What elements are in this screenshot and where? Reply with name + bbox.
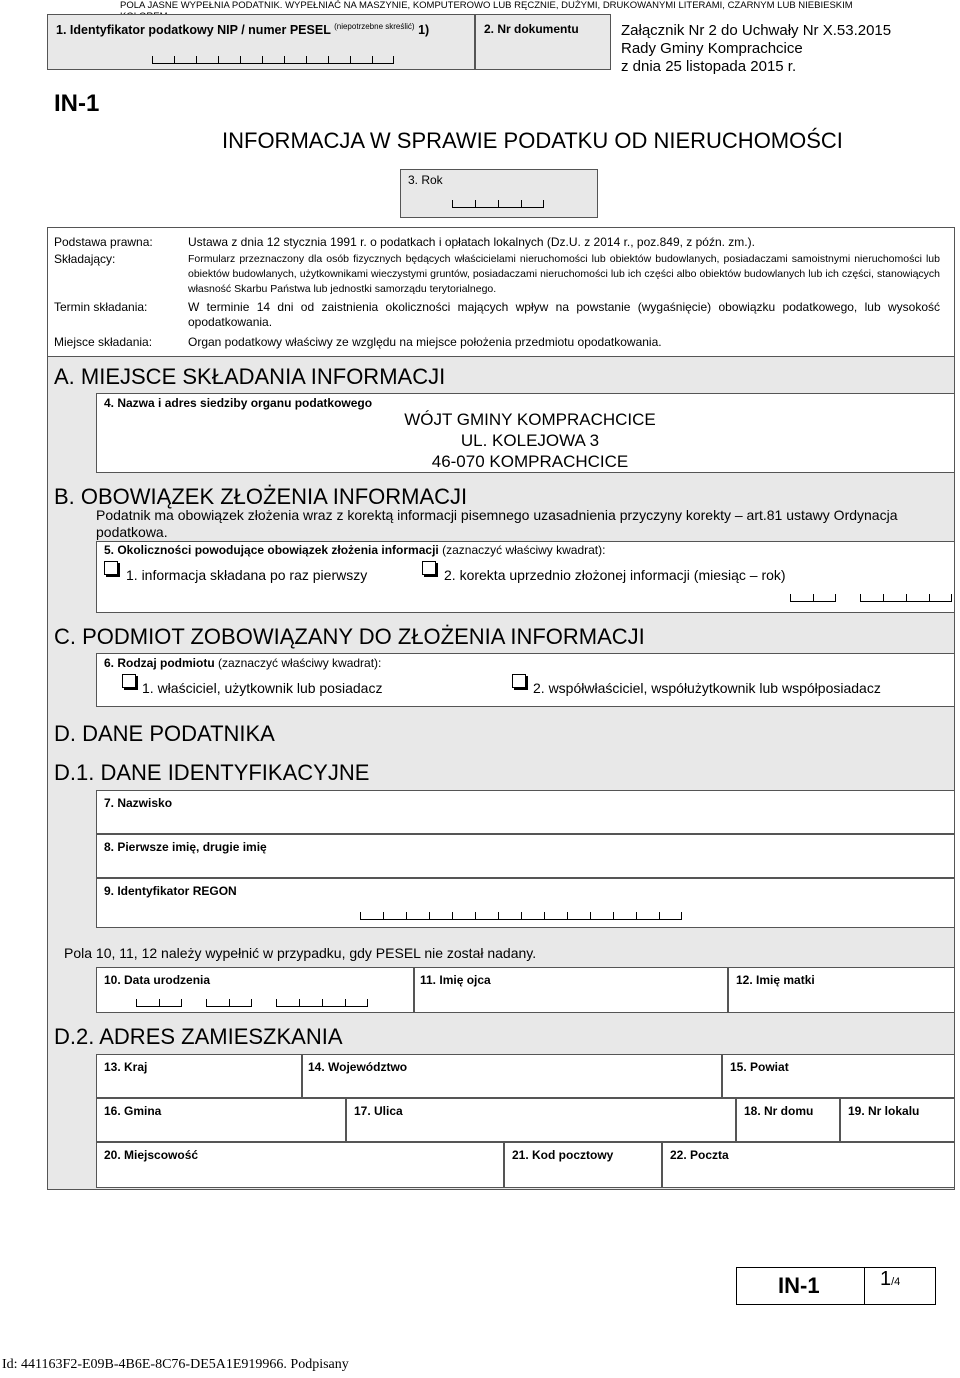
attachment-line-2: Rady Gminy Komprachcice [621, 40, 803, 57]
regon-input[interactable] [360, 912, 682, 920]
footer-form-code: IN-1 [778, 1273, 820, 1298]
attachment-note [621, 22, 891, 76]
field-1-label [56, 22, 429, 37]
field-7-box[interactable] [96, 790, 955, 834]
birth-day-input[interactable] [136, 999, 182, 1007]
field-13-label: 13. Kraj [104, 1060, 148, 1074]
org-line-1: WÓJT GMINY KOMPRACHCICE [404, 410, 656, 429]
field-4-label: 4. Nazwa i adres siedziby organu podatkowego [104, 396, 373, 410]
pesel-note: Pola 10, 11, 12 należy wypełnić w przypadku, gdy PESEL nie został nadany. [64, 945, 537, 961]
section-d2-title: D.2. ADRES ZAMIESZKANIA [54, 1024, 343, 1049]
field-6-label-text: 6. Rodzaj podmiotu [104, 656, 215, 670]
field-3-label: 3. Rok [408, 173, 443, 187]
section-c-title: C. PODMIOT ZOBOWIĄZANY DO ZŁOŻENIA INFORMACJI [54, 624, 645, 649]
footer-divider [864, 1267, 865, 1305]
form-title: INFORMACJA W SPRAWIE PODATKU OD NIERUCHOMOŚCI [222, 128, 843, 153]
place-text: Organ podatkowy właściwy ze względu na miejsce położenia przedmiotu opodatkowania. [188, 335, 662, 349]
field-6-hint: (zaznaczyć właściwy kwadrat): [218, 656, 382, 670]
field-16-label: 16. Gmina [104, 1104, 162, 1118]
field-9-label: 9. Identyfikator REGON [104, 884, 237, 898]
form-code: IN-1 [54, 90, 100, 117]
section-d-title: D. DANE PODATNIKA [54, 721, 275, 746]
field-5-label-text: 5. Okoliczności powodujące obowiązek złożenia informacji [104, 543, 439, 557]
field-19-label: 19. Nr lokalu [848, 1104, 920, 1118]
section-b-title: B. OBOWIĄZEK ZŁOŻENIA INFORMACJI [54, 484, 468, 509]
field-15-label: 15. Powiat [730, 1060, 789, 1074]
deadline-text: W terminie 14 dni od zaistnienia okoliczności mających wpływ na powstanie (wygaśnięcie) obowiązku podatkowego, lub wysokość opodatkowania. [188, 300, 940, 329]
section-b-text: Podatnik ma obowiązek złożenia wraz z korektą informacji pisemnego uzasadnienia przyczyny korekty – art.81 ustawy Ordynacja podatkowa. [96, 507, 898, 540]
field-22-label: 22. Poczta [670, 1148, 729, 1162]
basis-label: Podstawa prawna: [54, 235, 153, 249]
birth-month-input[interactable] [206, 999, 252, 1007]
field-5-label [104, 543, 605, 557]
document-id: Id: 441163F2-E09B-4B6E-8C76-DE5A1E919966. Podpisany [2, 1357, 349, 1372]
field-1-ref: 1) [418, 23, 430, 38]
field-1-note: (niepotrzebne skreślić) [334, 22, 415, 31]
checkbox-owner[interactable] [122, 674, 136, 688]
tax-office-address [300, 409, 760, 472]
basis-text: Ustawa z dnia 12 stycznia 1991 r. o podatkach i opłatach lokalnych (Dz.U. z 2014 r., poz.849, z późn. zm.). [188, 235, 755, 249]
footer-page-number [880, 1268, 900, 1291]
field-18-label: 18. Nr domu [744, 1104, 814, 1118]
field-14-label: 14. Województwo [308, 1060, 408, 1074]
field-5-hint: (zaznaczyć właściwy kwadrat): [442, 543, 606, 557]
field-17-box[interactable] [346, 1098, 736, 1142]
birth-year-input[interactable] [276, 999, 368, 1007]
nip-pesel-input[interactable] [152, 56, 394, 64]
field-11-label: 11. Imię ojca [420, 973, 491, 987]
footer-page-current: 1 [880, 1268, 892, 1290]
footer-page-total: /4 [891, 1276, 901, 1288]
filer-label: Składający: [54, 252, 116, 266]
org-line-2: UL. KOLEJOWA 3 [460, 431, 600, 450]
field-6-label [104, 656, 381, 670]
option-first-filing: 1. informacja składana po raz pierwszy [126, 567, 368, 583]
field-12-label: 12. Imię matki [736, 973, 815, 987]
correction-year-input[interactable] [860, 594, 952, 602]
field-1-label-text: 1. Identyfikator podatkowy NIP / numer PESEL [56, 23, 331, 38]
section-a-title: A. MIEJSCE SKŁADANIA INFORMACJI [54, 364, 446, 389]
top-note: POLA JASNE WYPEŁNIA PODATNIK. WYPEŁNIAĆ NA MASZYNIE, KOMPUTEROWO LUB RĘCZNIE, DUŻYMI, DRUKOWANYMI LITERAMI, CZARNYM LUB NIEBIESKIM [120, 0, 853, 11]
place-label: Miejsce składania: [54, 335, 153, 349]
option-correction: 2. korekta uprzednio złożonej informacji (miesiąc – rok) [444, 567, 786, 583]
field-17-label: 17. Ulica [354, 1104, 403, 1118]
option-owner: 1. właściciel, użytkownik lub posiadacz [142, 680, 383, 696]
org-line-3: 46-070 KOMPRACHCICE [431, 452, 629, 471]
checkbox-correction[interactable] [422, 561, 436, 575]
field-8-label: 8. Pierwsze imię, drugie imię [104, 840, 267, 854]
option-co-owner: 2. współwłaściciel, współużytkownik lub współposiadacz [533, 680, 881, 696]
field-2-label: 2. Nr dokumentu [484, 22, 579, 36]
filer-text: Formularz przeznaczony dla osób fizycznych będących właścicielami nieruchomości lub obiektów budowlanych, posiadaczami samoistnymi nieruchomości lub obiektów budowlanych, użytkownikami wieczystymi gruntów, posiadaczami nieruchomości lub ich części albo obiektów budowlanych lub ich części, stanowiących własność Skarbu Państwa lub jednostki samorządu terytorialnego. [188, 253, 940, 295]
field-10-label: 10. Data urodzenia [104, 973, 211, 987]
footer-page-box [736, 1267, 936, 1305]
checkbox-co-owner[interactable] [512, 674, 526, 688]
section-d1-title: D.1. DANE IDENTYFIKACYJNE [54, 760, 370, 785]
field-7-label: 7. Nazwisko [104, 796, 173, 810]
field-20-label: 20. Miejscowość [104, 1148, 199, 1162]
year-input[interactable] [452, 200, 544, 208]
attachment-line-1: Załącznik Nr 2 do Uchwały Nr X.53.2015 [621, 22, 892, 39]
field-21-label: 21. Kod pocztowy [512, 1148, 614, 1162]
attachment-line-3: z dnia 25 listopada 2015 r. [621, 58, 797, 75]
deadline-label: Termin składania: [54, 300, 148, 314]
correction-month-input[interactable] [790, 594, 836, 602]
checkbox-first-filing[interactable] [104, 561, 118, 575]
